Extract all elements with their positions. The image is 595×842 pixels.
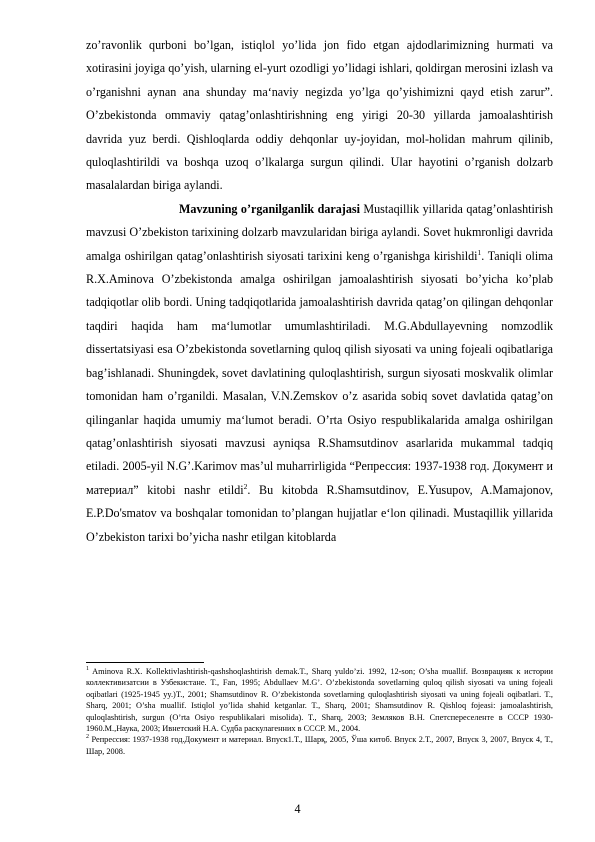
footnote-1-text: Aminova R.X. Kollektivlashtirish-qashshoqlashtirish demak.T., Sharq yuldo’zi. 1992, 12-son; O’sha muallif. Возврацияк к истории коллективизатсии в Узбекистане. T., Fan, 1995; Abdullaev M.G’. O’zbekistonda sovetlarning quloq qilish siyosati va uning fojeali oqibatlari (1925-1945 yy.)T., 2001; Shamsutdinov R. O’zbekistonda sovetlarning quloqlashtirish siyosati va uning fojeali oqibatlari. T., Sharq, 2001; O’sha muallif. Istiqlol yo’lida shahid ketganlar. T., Sharq, 2001; Shamsutdinov R. Qishloq fojeasi: jamoalashtirish, quloqlashtirish, surgun (O’rta Osiyo respublikalari misolida). T., Sharq, 2003; Земляков В.Н. Спетспереселенте в СССР 1930-1960.М.,Наука, 2003; Ивнетский Н.А. Судба раскулагенних в СССР. М., 2004. bbox=[86, 667, 553, 734]
document-body bbox=[86, 34, 553, 549]
paragraph-2-text-b: . Taniqli olima R.X.Aminova O’zbekistonda amalga oshirilgan jamoalashtirish siyosati bo’yicha ko’plab tadqiqotlar olib bordi. Uning tadqiqotlarida jamoalashtirish davrida qatag’on qilingan dehqonlar taqdiri haqida ham ma‘lumotlar umumlashtiriladi. M.G.Abdullayevning nomzodlik dissertatsiyasi esa O’zbekistonda sovetlarning quloq qilish siyosati va uning fojeali oqibatlariga bag’ishlanadi. Shuningdek, sovet davlatining quloqlashtirish, surgun siyosati moskvalik olimlar tomonidan ham o’rganildi. Masalan, V.N.Zemskov o’z asarida sobiq sovet davlatida qatag’on qilinganlar haqida umumiy ma‘lumot beradi. O’rta Osiyo respublikalarida amalga oshirilgan qatag’onlashtirish siyosati mavzusi ayniqsa R.Shamsutdinov asarlarida mukammal tadqiq etiladi. 2005-yil N.G’.Karimov mas’ul muharrirligida “Репрессия: 1937-1938 год. Документ и материал” kitobi nashr etildi bbox=[86, 248, 553, 497]
footnote-2-number: 2 bbox=[86, 734, 89, 741]
footnotes bbox=[86, 666, 553, 757]
footnote-2 bbox=[86, 734, 553, 757]
paragraph-2-text-a: Mustaqillik yillarida qatag’onlashtirish mavzusi O’zbekiston tarixining dolzarb mavzularidan biriga aylandi. Sovet hukmronligi davrida amalga oshirilgan qatag’onlashtirish siyosati tarixini keng o’rganishga kirishildi bbox=[86, 201, 553, 263]
section-heading: Mavzuning o’rganilganlik darajasi bbox=[179, 201, 360, 216]
footnote-1-number: 1 bbox=[86, 666, 89, 673]
paragraph-1: zo’ravonlik qurboni bo’lgan, istiqlol yo’lida jon fido etgan ajdodlarimizning hurmati va xotirasini joyiga qo’yish, ularning el-yurt ozodligi yo’lidagi ishlari, qoldirgan merosini izlash va o’rganishni aynan ana shunday ma‘naviy negizda yo’lga qo’yishimizni qayd etish zarur”. O’zbekistonda ommaviy qatag’onlashtirishning eng yirigi 20-30 yillarda jamoalashtirish davrida yuz berdi. Qishloqlarda oddiy dehqonlar uy-joyidan, mol-holidan mahrum qilinib, quloqlashtirildi va boshqa uzoq o’lkalarga surgun qilindi. Ular hayotini o’rganish dolzarb masalalardan biriga aylandi. bbox=[86, 38, 553, 193]
footnote-divider bbox=[86, 662, 204, 663]
footnote-2-text: Репрессия: 1937-1938 год.Документ и материал. Впуск1.Т., Шарқ, 2005, Ўша китоб. Впуск 2.Т., 2007, Впуск 3, 2007, Впуск 4, Т., Шар, 2008. bbox=[86, 735, 553, 756]
footnote-1 bbox=[86, 666, 553, 734]
footnote-ref-1[interactable]: 1 bbox=[477, 247, 482, 257]
page-number: 4 bbox=[294, 802, 301, 816]
footnote-ref-2[interactable]: 2 bbox=[243, 481, 248, 491]
paragraph-2 bbox=[86, 198, 553, 549]
paragraph-2-text-c: . Bu kitobda R.Shamsutdinov, E.Yusupov, A.Mamajonov, E.P.Do'smatov va boshqalar tomonidan to’plangan hujjatlar e‘lon qilinadi. Mustaqillik yillarida O’zbekiston tarixi bo’yicha nashr etilgan kitoblarda bbox=[86, 482, 553, 544]
